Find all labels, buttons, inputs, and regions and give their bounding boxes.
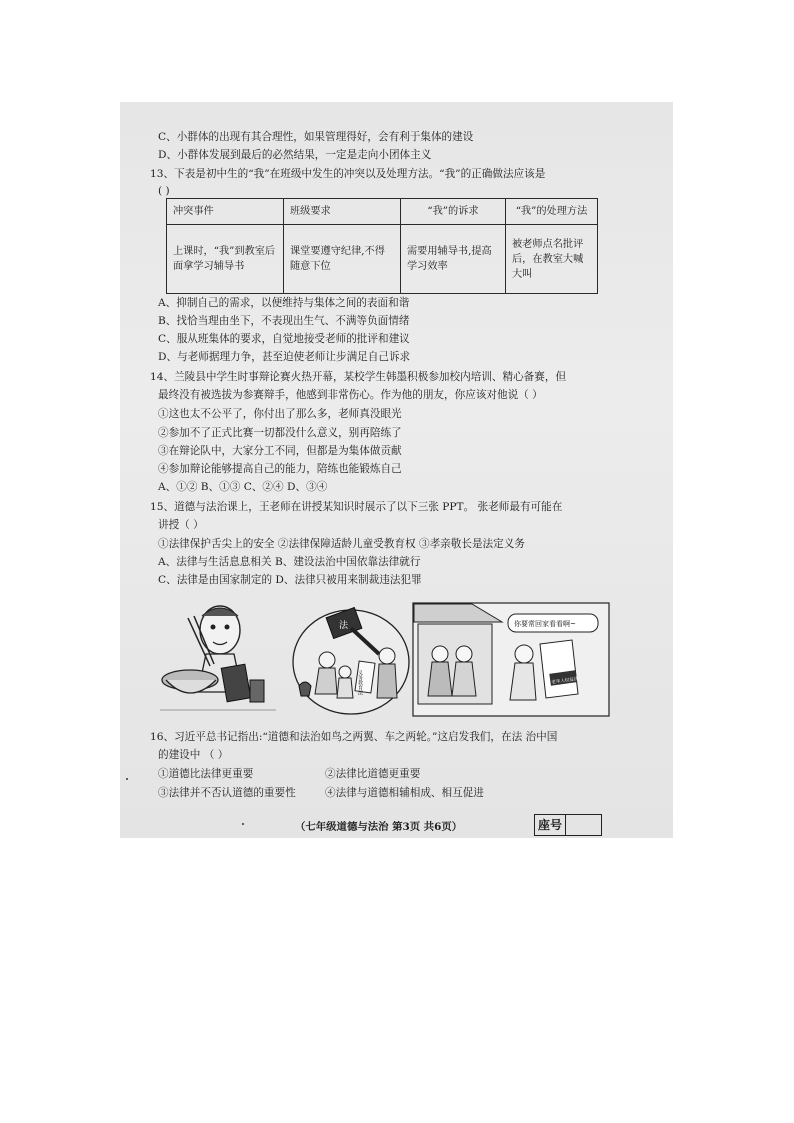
seat-number-label: 座号 — [535, 815, 566, 835]
ppt-education-law-illustration — [291, 602, 411, 717]
table-header-cell: “我”的诉求 — [401, 199, 506, 225]
q14-options: A、①② B、①③ C、②④ D、③④ — [158, 481, 328, 493]
q12-option-c: C、小群体的出现有其合理性，如果管理得好，会有利于集体的建设 — [158, 131, 474, 143]
q14-stem-1: 14、兰陵县中学生时事辩论赛火热开幕，某校学生韩墨积极参加校内培训、精心备赛，但 — [150, 371, 567, 383]
ppt-illustrations — [158, 602, 663, 717]
q13-option-b: B、找恰当理由坐下，不表现出生气、不满等负面情绪 — [158, 315, 410, 327]
table-cell: 上课时，“我”到教室后面拿学习辅导书 — [167, 225, 284, 294]
exam-page-photo — [120, 102, 673, 838]
q16-stem-1: 16、习近平总书记指出:“道德和法治如鸟之两翼、车之两轮。”这启发我们，在法 治中国 — [150, 731, 558, 743]
ppt-filial-piety-illustration — [412, 602, 610, 717]
q14-item-4: ④参加辩论能够提高自己的能力，陪练也能锻炼自己 — [158, 463, 402, 475]
table-cell: 被老师点名批评后，在教室大喊大叫 — [506, 225, 598, 294]
page-footer: （七年级道德与法治 第3页 共6页） — [295, 821, 463, 833]
gavel-label: 法 — [339, 621, 349, 631]
q16-item-2: ②法律比道德更重要 — [325, 768, 421, 780]
table-header-cell: 冲突事件 — [167, 199, 284, 225]
speech-bubble-text: 你要常回家看看啊~ — [514, 620, 576, 628]
q13-bracket: ( ) — [158, 185, 170, 197]
ppt-food-safety-illustration — [158, 602, 278, 717]
q16-item-4: ④法律与道德相辅相成、相互促进 — [325, 787, 484, 799]
q16-item-1: ①道德比法律更重要 — [158, 768, 254, 780]
q16-item-3: ③法律并不否认道德的重要性 — [158, 787, 296, 799]
q15-stem-2: 讲授（ ） — [158, 519, 204, 531]
q12-option-d: D、小群体发展到最后的必然结果，一定是走向小团体主义 — [158, 149, 432, 161]
q13-option-d: D、与老师据理力争，甚至迫使老师让步满足自己诉求 — [158, 351, 411, 363]
speck — [242, 823, 244, 825]
book-label: 义务教育法 — [357, 670, 363, 695]
table-cell: 课堂要遵守纪律,不得随意下位 — [284, 225, 401, 294]
scroll-label: 老年人权益法 — [551, 676, 579, 686]
table-header-row — [167, 199, 598, 225]
seat-number-box — [534, 814, 602, 836]
speck — [126, 778, 128, 780]
q14-item-1: ①这也太不公平了，你付出了那么多，老师真没眼光 — [158, 408, 402, 420]
q15-options-cd: C、法律是由国家制定的 D、法律只被用来制裁违法犯罪 — [158, 574, 422, 586]
q16-stem-2: 的建设中 （ ） — [158, 749, 229, 761]
table-header-cell: 班级要求 — [284, 199, 401, 225]
q15-items: ①法律保护舌尖上的安全 ②法律保障适龄儿童受教育权 ③孝亲敬长是法定义务 — [158, 538, 525, 550]
table-cell: 需要用辅导书,提高学习效率 — [401, 225, 506, 294]
q13-option-a: A、抑制自己的需求，以便维持与集体之间的表面和谐 — [158, 297, 410, 309]
q13-stem: 13、下表是初中生的“我”在班级中发生的冲突以及处理方法。“我”的正确做法应该是 — [150, 168, 546, 180]
q14-item-2: ②参加不了正式比赛一切都没什么意义，别再陪练了 — [158, 427, 402, 439]
table-header-cell: “我”的处理方法 — [506, 199, 598, 225]
q15-options-ab: A、法律与生活息息相关 B、建设法治中国依靠法律就行 — [158, 556, 421, 568]
q13-option-c: C、服从班集体的要求，自觉地接受老师的批评和建议 — [158, 333, 410, 345]
q15-stem-1: 15、道德与法治课上，王老师在讲授某知识时展示了以下三张 PPT。 张老师最有可能在 — [150, 501, 563, 513]
table-row — [167, 225, 598, 294]
conflict-table — [166, 198, 598, 294]
q14-stem-2: 最终没有被选拔为参赛辩手，他感到非常伤心。作为他的朋友，你应该对他说（ ） — [158, 389, 543, 401]
q14-item-3: ③在辩论队中，大家分工不同，但都是为集体做贡献 — [158, 445, 402, 457]
